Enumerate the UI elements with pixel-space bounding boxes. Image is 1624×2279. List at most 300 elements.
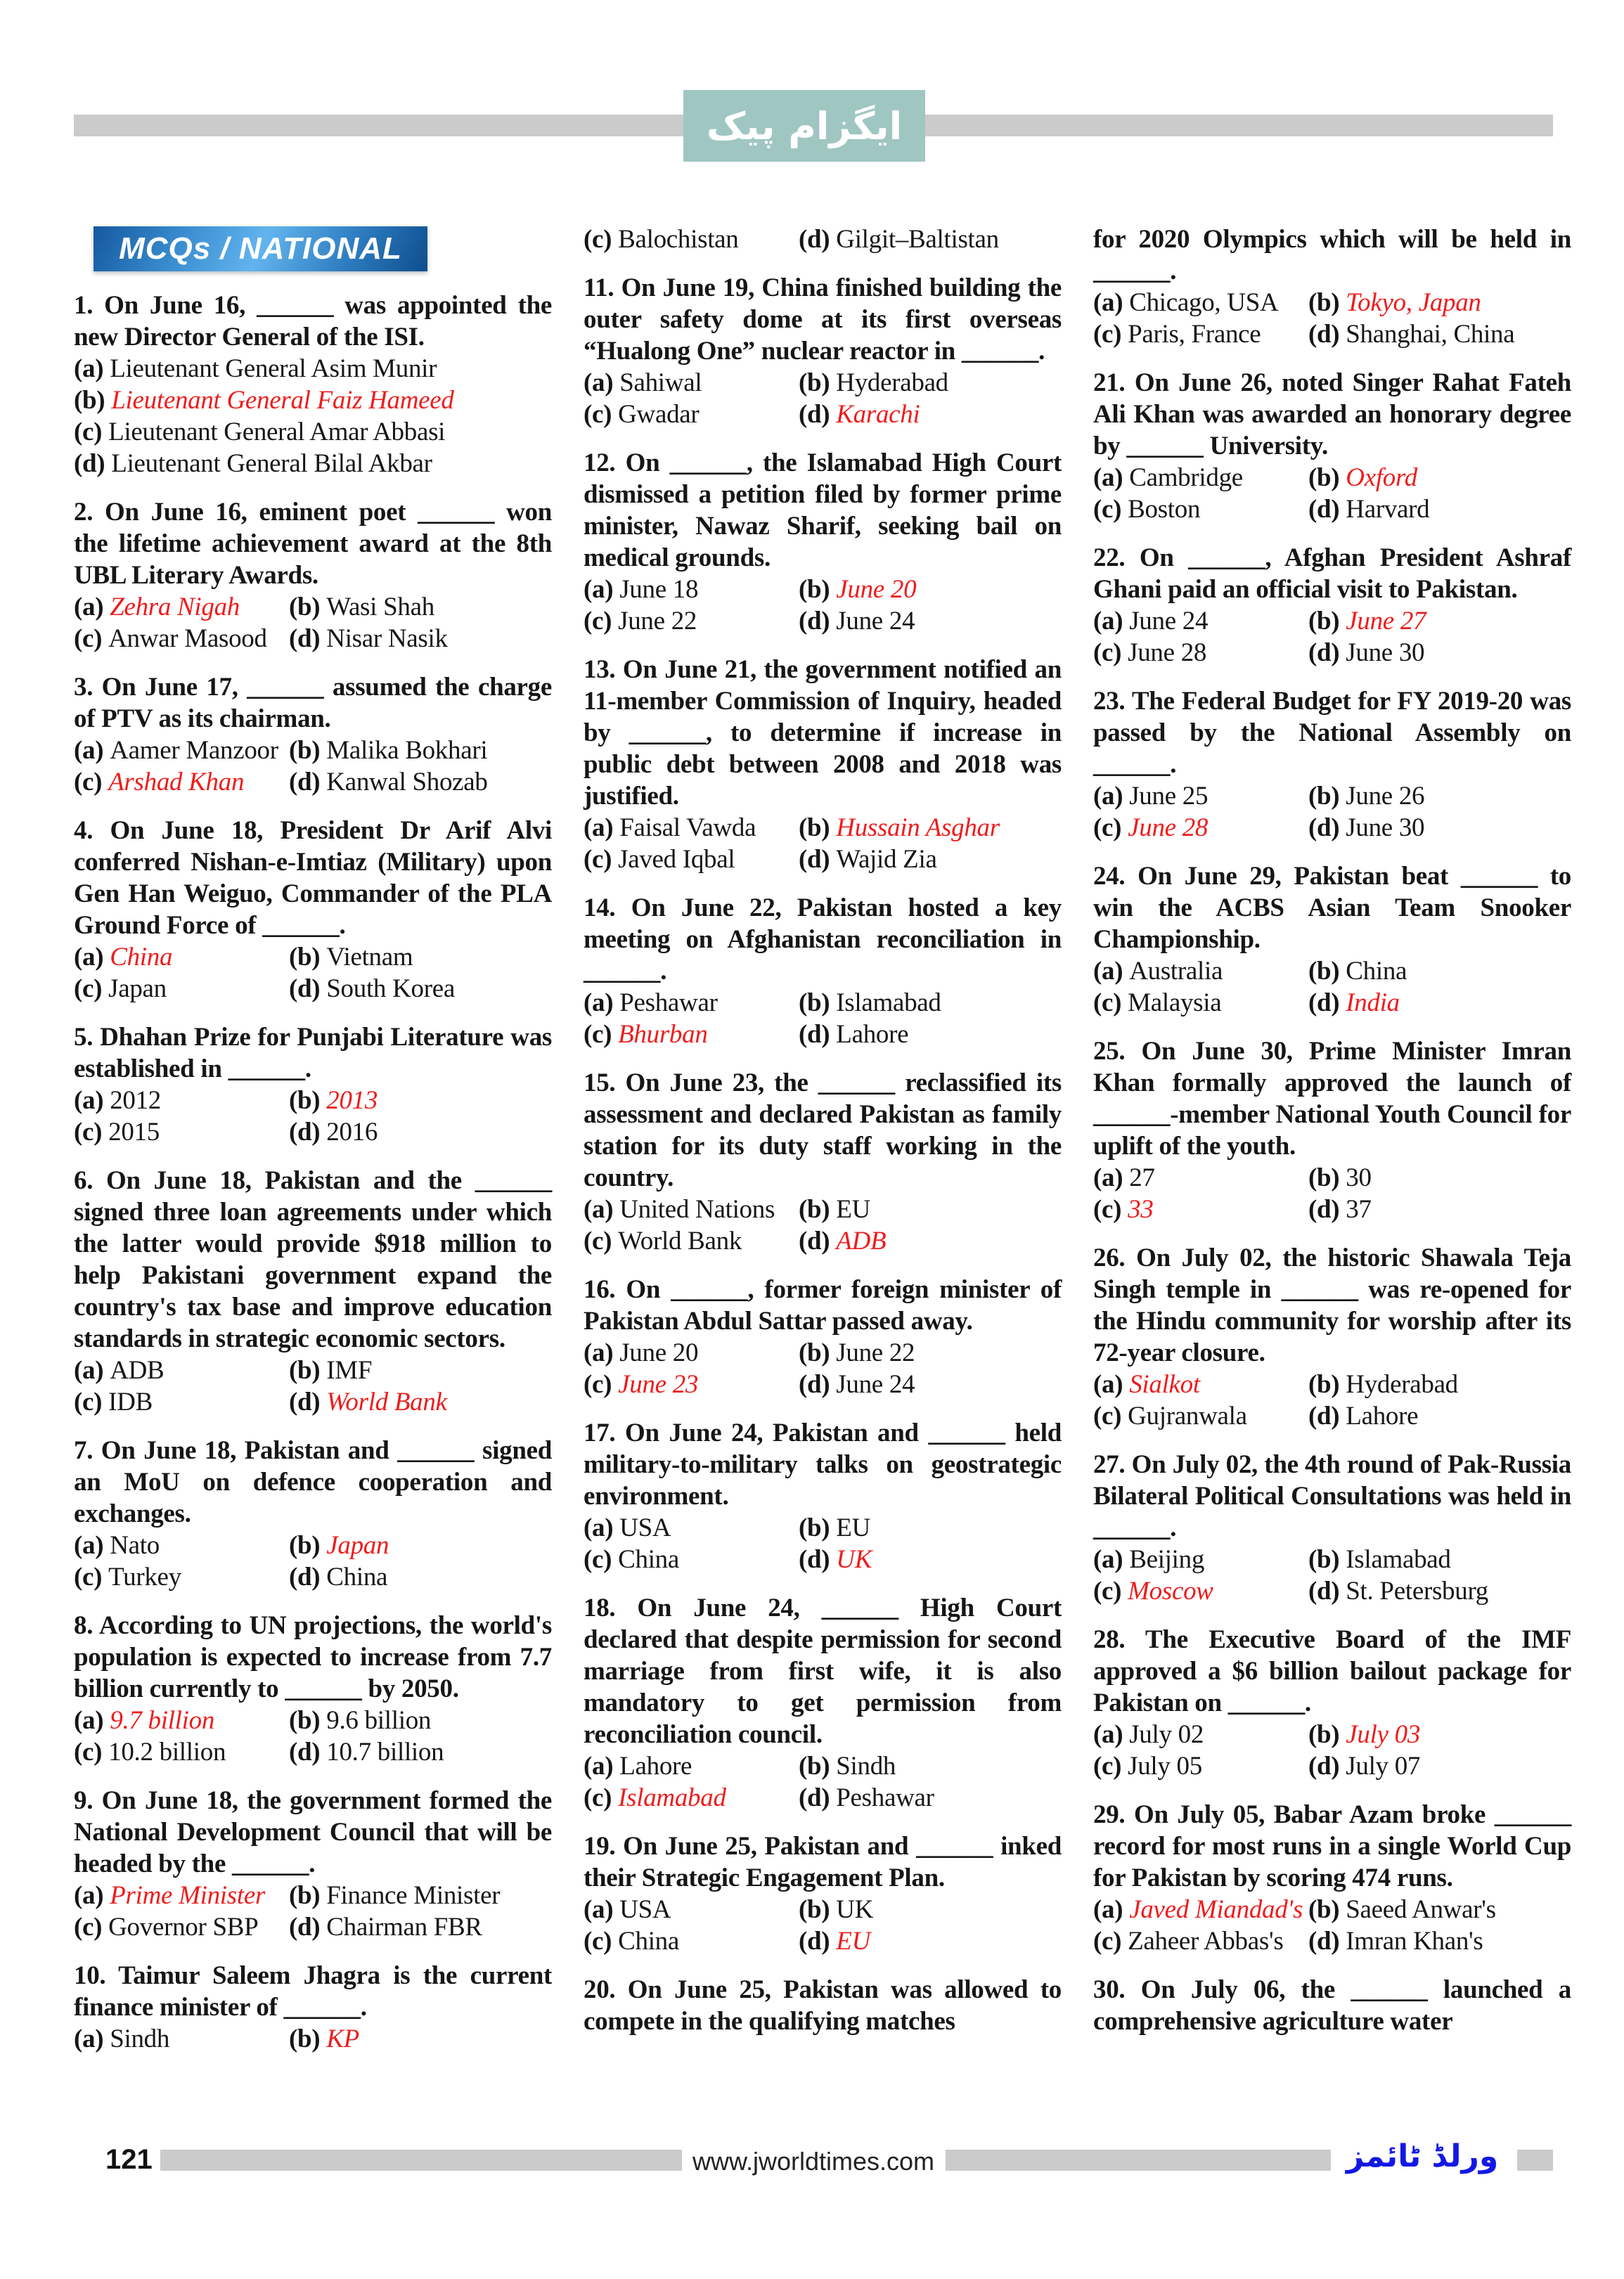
option-label: (a) [584,1195,614,1224]
option [799,367,1062,399]
option-row [1093,637,1571,669]
option-value: June 18 [613,575,699,604]
option [584,987,799,1019]
option [74,735,289,766]
option-value: 2012 [103,1086,162,1115]
option-label: (d) [799,1370,830,1399]
option-label: (c) [584,225,612,254]
option-label: (d) [289,1118,321,1147]
option-row [584,812,1062,844]
option [584,399,799,430]
option-value: Japan [320,1531,389,1560]
option-row [1093,1719,1571,1750]
option-value: Lahore [830,1020,909,1049]
option-row [74,416,552,448]
option-value: St. Petersburg [1339,1577,1489,1606]
option-value: June 24 [1123,607,1209,635]
option-label: (d) [1308,1577,1340,1606]
option-label: (b) [1308,957,1340,986]
option-label: (a) [74,943,104,971]
option-label: (d) [289,768,321,796]
option-row [1093,1894,1571,1925]
option [584,1194,799,1225]
option [584,1337,799,1369]
section-title: MCQs / NATIONAL [119,231,402,266]
option-value: Sahiwal [613,368,702,397]
option-value: Nisar Nasik [320,624,448,653]
option [74,353,552,385]
option-value: Lieutenant General Amar Abbasi [102,418,446,446]
option-value: Hyderabad [1339,1370,1458,1399]
option-value: June 24 [830,607,915,635]
option [1093,812,1308,844]
option-value: June 27 [1339,607,1426,635]
option [799,1894,1062,1925]
option [799,1544,1062,1575]
question-text: 10. Taimur Saleem Jhagra is the current finance minister of ______. [74,1961,552,2022]
option [799,1782,1062,1814]
question-text: 3. On June 17, ______ assumed the charge of PTV as its chairman. [74,673,552,733]
option [74,1530,289,1561]
question-text: 13. On June 21, the government notified an 11-member Commission of Inquiry, headed by ______, to determine if increase in public debt between 2008 and 2018 was justified. [584,655,1062,811]
option [799,574,1062,605]
option-value: China [103,943,173,971]
option-value: 10.7 billion [320,1738,444,1767]
option-label: (b) [1308,1895,1340,1924]
option [584,1512,799,1544]
option-label: (d) [799,1927,830,1956]
option-row [584,844,1062,875]
option-label: (d) [289,1913,321,1942]
option-label: (d) [1308,988,1340,1017]
option-value: ADB [103,1356,165,1385]
option-label: (d) [1308,638,1340,667]
option-value: 30 [1339,1163,1372,1192]
option-label: (d) [799,1783,830,1812]
option-label: (a) [584,1513,614,1542]
question-text: 15. On June 23, the ______ reclassified its assessment and declared Pakistan as family station for its duty staff working in the country. [584,1069,1062,1192]
option-row [584,1337,1062,1369]
option [289,2023,552,2055]
option-value: Hussain Asghar [830,813,1000,842]
option [584,1544,799,1575]
option [1308,1544,1571,1575]
option-label: (c) [1093,1402,1122,1431]
option-value: June 20 [830,575,917,604]
option-label: (c) [74,974,103,1003]
option [1093,318,1308,350]
option [1308,1575,1571,1607]
option-label: (c) [1093,1927,1122,1956]
option-value: Boston [1121,495,1201,524]
option-label: (d) [1308,813,1340,842]
option-label: (b) [1308,463,1340,492]
option-label: (d) [74,449,105,478]
option-value: UK [830,1545,872,1574]
option-label: (d) [799,1020,830,1049]
option-label: (d) [289,1738,321,1767]
option [1308,1894,1571,1925]
option-label: (c) [74,1118,103,1147]
option [1093,1544,1308,1575]
option-value: Gujranwala [1121,1402,1247,1431]
option [1308,1925,1571,1957]
option [74,1911,289,1943]
option-label: (c) [74,1738,103,1767]
option-label: (a) [1093,1370,1123,1399]
option [799,224,1062,255]
option-value: UK [830,1895,874,1924]
option-value: 2013 [320,1086,378,1115]
option-label: (b) [1308,1720,1340,1749]
option [1093,1162,1308,1194]
option-value: 9.7 billion [103,1706,215,1735]
option-value: July 07 [1339,1752,1421,1781]
option-row [74,1561,552,1593]
option [799,1019,1062,1050]
option-value: Javed Iqbal [612,845,735,874]
option [1093,780,1308,812]
option [74,1880,289,1911]
option-value: Peshawar [613,988,718,1017]
option-label: (c) [1093,1195,1122,1224]
option [289,1085,552,1116]
question-text: 26. On July 02, the historic Shawala Teja Singh temple in ______ was re-opened for the Hindu community for worship after its 72-year closure. [1093,1244,1571,1367]
option-value: India [1339,988,1400,1017]
option-label: (c) [1093,813,1122,842]
option-label: (a) [1093,607,1123,635]
option-label: (b) [289,1086,321,1115]
option-label: (a) [584,988,614,1017]
option-value: July 05 [1121,1752,1202,1781]
option [1093,1400,1308,1432]
option-value: Turkey [102,1563,181,1592]
option-label: (a) [1093,1163,1123,1192]
question-text: 14. On June 22, Pakistan hosted a key meeting on Afghanistan reconciliation in ______. [584,893,1062,986]
option-label: (a) [74,736,104,765]
option-row [1093,1925,1571,1957]
option-row [74,1386,552,1418]
question-text: 23. The Federal Budget for FY 2019-20 was passed by the National Assembly on ______. [1093,687,1571,779]
option [1093,1925,1308,1957]
question-text: 2. On June 16, eminent poet ______ won the lifetime achievement award at the 8th UBL Literary Awards. [74,498,552,590]
option [584,1894,799,1925]
option-label: (c) [584,400,612,429]
option [584,224,799,255]
option-value: June 28 [1121,813,1209,842]
option [289,1736,552,1768]
option-label: (d) [1308,1927,1340,1956]
option-label: (b) [1308,1545,1340,1574]
option-value: Wajid Zia [830,845,937,874]
option-label: (b) [1308,782,1340,811]
option-label: (c) [1093,495,1122,524]
footer-rule-left [160,2150,682,2171]
option [799,1369,1062,1400]
option [289,591,552,623]
option [584,1925,799,1957]
option-value: Aamer Manzoor [103,736,278,765]
option-label: (c) [1093,1577,1122,1606]
option [799,812,1062,844]
option-value: IDB [102,1388,153,1416]
option-value: South Korea [320,974,455,1003]
question-text: 7. On June 18, Pakistan and ______ signed an MoU on defence cooperation and exchanges. [74,1436,552,1528]
option-value: 37 [1339,1195,1372,1224]
option [289,941,552,973]
option-value: June 22 [830,1338,915,1367]
option-label: (b) [289,593,321,621]
masthead-urdu-title: ایگزام پیک [706,103,903,148]
option [584,1225,799,1257]
option [74,1085,289,1116]
question-text: 17. On June 24, Pakistan and ______ held military-to-military talks on geostrategic environment. [584,1419,1062,1511]
option-row [1093,1750,1571,1782]
option-label: (c) [74,1563,103,1592]
question-text: 19. On June 25, Pakistan and ______ inked their Strategic Engagement Plan. [584,1832,1062,1892]
option-value: China [1339,957,1407,986]
option [74,416,552,448]
option-value: China [612,1545,680,1574]
option [1093,1894,1308,1925]
option [584,812,799,844]
option [74,766,289,798]
option [799,844,1062,875]
option [289,1116,552,1148]
option-row [584,367,1062,399]
option-value: Saeed Anwar's [1339,1895,1496,1924]
option-value: World Bank [320,1388,447,1416]
option [74,1116,289,1148]
option-value: Balochistan [612,225,739,254]
option-label: (d) [1308,1752,1340,1781]
option-value: Lieutenant General Asim Munir [103,354,437,383]
option-row [1093,1575,1571,1607]
option-label: (a) [584,813,614,842]
option-row [584,1225,1062,1257]
option-label: (d) [1308,495,1340,524]
footer-rule-end [1517,2150,1553,2171]
option-label: (b) [289,736,321,765]
option-value: Peshawar [830,1783,934,1812]
option-label: (b) [799,1752,830,1781]
option-label: (a) [584,368,614,397]
option-label: (b) [799,368,830,397]
option-value: Lieutenant General Faiz Hameed [105,386,454,415]
option-row [1093,287,1571,318]
option [799,1925,1062,1957]
option-label: (a) [1093,288,1123,317]
question-text: 5. Dhahan Prize for Punjabi Literature was established in ______. [74,1023,552,1083]
option-label: (b) [289,1706,321,1735]
option-value: 2016 [320,1118,378,1147]
option-label: (b) [1308,1370,1340,1399]
option [74,623,289,654]
option [289,623,552,654]
option-value: EU [830,1195,870,1224]
option [1308,987,1571,1019]
option-value: Islamabad [830,988,941,1017]
option-row [74,385,552,416]
option-value: 27 [1123,1163,1155,1192]
option-label: (d) [799,400,830,429]
option-label: (c) [584,1927,612,1956]
option-label: (a) [74,1881,104,1910]
option [1308,287,1571,318]
option [74,1355,289,1386]
option [1308,1719,1571,1750]
option-row [74,1085,552,1116]
option-label: (d) [799,225,830,254]
option-row [74,448,552,479]
option-label: (b) [799,1195,830,1224]
option-label: (b) [289,1881,321,1910]
option [289,1911,552,1943]
question-text: 28. The Executive Board of the IMF approved a $6 billion bailout package for Pakistan on ______. [1093,1625,1571,1717]
option-label: (a) [74,1086,104,1115]
option-value: Hyderabad [830,368,948,397]
question-text: 20. On June 25, Pakistan was allowed to compete in the qualifying matches [584,1975,1062,2036]
option [1093,1369,1308,1400]
option [1308,462,1571,493]
page-number: 121 [105,2144,153,2175]
option-value: China [320,1563,388,1592]
option-value: World Bank [612,1227,742,1255]
question-text: 22. On ______, Afghan President Ashraf Ghani paid an official visit to Pakistan. [1093,543,1571,604]
option [799,987,1062,1019]
option-row [74,353,552,385]
option [289,735,552,766]
option-value: Lahore [1339,1402,1419,1431]
option-row [584,1369,1062,1400]
question-text: 21. On June 26, noted Singer Rahat Fateh Ali Khan was awarded an honorary degree by ______ University. [1093,368,1571,460]
option-label: (a) [1093,463,1123,492]
option-value: June 30 [1339,638,1425,667]
option [1093,637,1308,669]
option [74,1386,289,1418]
option [74,973,289,1005]
option-value: Vietnam [320,943,413,971]
option-value: June 25 [1123,782,1209,811]
option-value: Islamabad [1339,1545,1451,1574]
option [1308,637,1571,669]
option-row [74,941,552,973]
option-label: (b) [289,1531,321,1560]
option-value: June 20 [613,1338,699,1367]
option [1308,812,1571,844]
option [584,1782,799,1814]
option-value: Oxford [1339,463,1417,492]
option-label: (b) [289,2025,321,2053]
option-row [584,574,1062,605]
option-label: (a) [1093,957,1123,986]
option-label: (d) [289,974,321,1003]
footer [0,2138,1624,2185]
option-value: Javed Miandad's [1123,1895,1303,1924]
option-row [1093,493,1571,525]
option-label: (c) [74,1388,103,1416]
option-value: Gilgit–Baltistan [830,225,999,254]
option-value: Tokyo, Japan [1339,288,1481,317]
option-value: June 22 [612,607,697,635]
option-row [1093,987,1571,1019]
option-row [1093,1162,1571,1194]
option-label: (c) [74,1913,103,1942]
option-row [74,2023,552,2055]
option [289,973,552,1005]
option-row [1093,1544,1571,1575]
option-label: (a) [74,1356,104,1385]
question-text: 1. On June 16, ______ was appointed the new Director General of the ISI. [74,291,552,351]
option-label: (a) [1093,1545,1123,1574]
option [74,1705,289,1736]
column [1093,224,1571,2055]
option-row [74,1880,552,1911]
option-value: Anwar Masood [102,624,267,653]
option [1093,1575,1308,1607]
option-label: (b) [1308,1163,1340,1192]
option-label: (a) [584,575,614,604]
option-label: (d) [799,1545,830,1574]
option [289,1355,552,1386]
option-row [74,973,552,1005]
option-label: (d) [1308,320,1340,349]
option [584,367,799,399]
option-row [74,1355,552,1386]
option-value: Shanghai, China [1339,320,1515,349]
option-label: (c) [74,624,103,653]
option-label: (c) [1093,638,1122,667]
option-row [74,1116,552,1148]
option [1093,462,1308,493]
option [584,1369,799,1400]
option-row [74,766,552,798]
option [1308,780,1571,812]
option-label: (d) [289,1563,321,1592]
option-value: July 02 [1123,1720,1204,1749]
option-value: Chicago, USA [1123,288,1279,317]
option-value: Nato [103,1531,160,1560]
question-text: 30. On July 06, the ______ launched a comprehensive agriculture water [1093,1975,1571,2036]
option [1308,493,1571,525]
option-row [1093,955,1571,987]
option-label: (b) [799,813,830,842]
option [799,399,1062,430]
footer-rule-right [946,2150,1331,2171]
question-text: 12. On ______, the Islamabad High Court dismissed a petition filed by former prime minister, Nawaz Sharif, seeking bail on medical grounds. [584,448,1062,572]
option-label: (c) [1093,988,1122,1017]
option-value: July 03 [1339,1720,1421,1749]
option-label: (a) [74,1706,104,1735]
option-label: (b) [289,943,321,971]
option-row [1093,318,1571,350]
option [1093,605,1308,637]
option-value: Zaheer Abbas's [1121,1927,1284,1956]
option-value: Wasi Shah [320,593,434,621]
option [799,1337,1062,1369]
option [74,385,552,416]
option-label: (c) [74,768,103,796]
option-label: (d) [799,1227,830,1255]
option-value: EU [830,1927,870,1956]
option-value: Sindh [830,1752,896,1781]
option-label: (a) [1093,782,1123,811]
question-text: 9. On June 18, the government formed the National Development Council that will be headed by the ______. [74,1786,552,1878]
option-label: (c) [584,1783,612,1812]
option-label: (d) [1308,1195,1340,1224]
option-row [74,591,552,623]
option-label: (c) [584,607,612,635]
